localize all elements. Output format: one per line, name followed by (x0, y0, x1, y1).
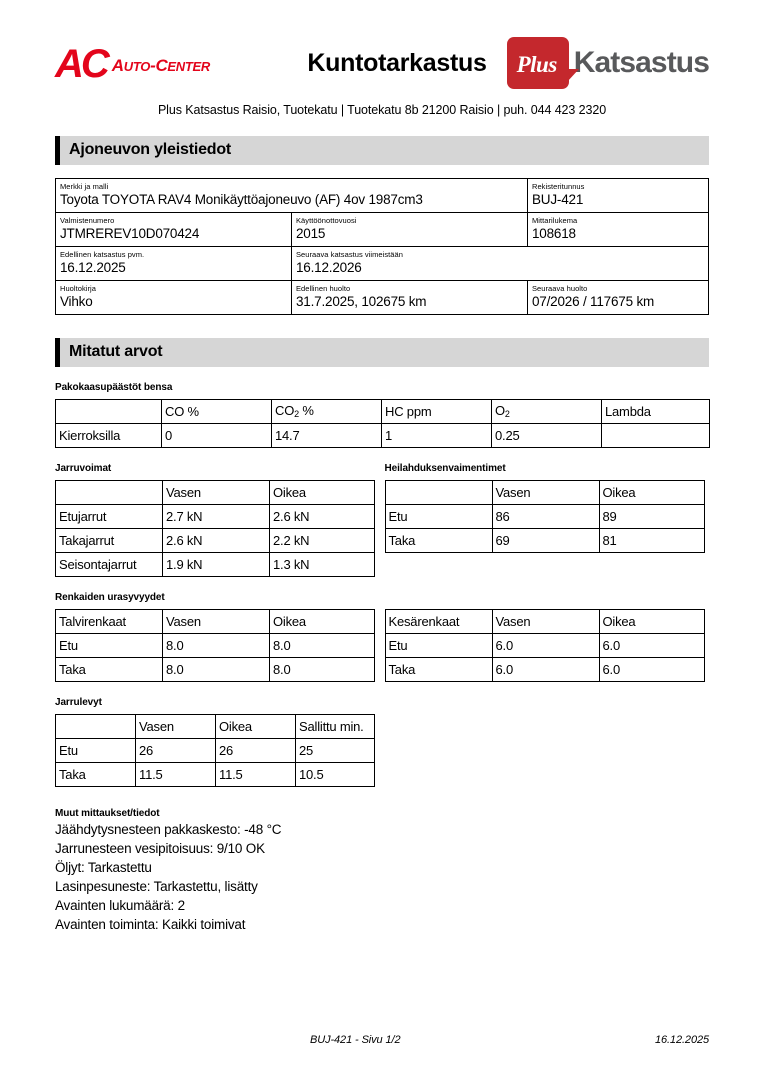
other-measurement-line: Jäähdytysnesteen pakkaskesto: -48 °C (55, 822, 282, 837)
table-header-row (56, 610, 375, 634)
other-measurement-line: Avainten lukumäärä: 2 (55, 898, 185, 913)
section-header-measured-values: Mitatut arvot (55, 338, 709, 367)
winter-tires-table (55, 609, 375, 682)
subsection-title-brake-discs: Jarrulevyt (55, 697, 102, 708)
table-cell: 8.0 (163, 634, 270, 658)
table-row (56, 553, 375, 577)
auto-center-wordmark: AUTO-CENTER (111, 56, 210, 75)
table-header-row (385, 481, 704, 505)
value-odometer: 108618 (532, 226, 576, 241)
table-header-row (56, 481, 375, 505)
column-header (56, 481, 163, 505)
label-service-book: Huoltokirja (60, 284, 96, 293)
subsection-title-shock-absorbers: Heilahduksenvaimentimet (384, 463, 506, 474)
table-cell: 25 (296, 739, 375, 763)
table-row (56, 247, 709, 281)
other-measurements-block (55, 808, 709, 934)
table-row (56, 213, 709, 247)
other-measurement-line: Öljyt: Tarkastettu (55, 860, 152, 875)
brake-discs-table (55, 714, 375, 787)
column-header: Vasen (136, 715, 216, 739)
table-cell: 8.0 (270, 658, 375, 682)
label-odometer: Mittarilukema (532, 216, 578, 225)
table-row (56, 179, 709, 213)
row-label: Etu (56, 739, 136, 763)
table-row (56, 739, 375, 763)
other-measurement-line: Lasinpesuneste: Tarkastettu, lisätty (55, 879, 258, 894)
table-cell: 2.7 kN (163, 505, 270, 529)
value-next-inspection: 16.12.2026 (296, 260, 362, 275)
label-year: Käyttöönottovuosi (296, 216, 357, 225)
row-label: Taka (385, 529, 492, 553)
cell-odometer (528, 213, 709, 247)
table-cell: 2.2 kN (270, 529, 375, 553)
label-prev-inspection: Edellinen katsastus pvm. (60, 250, 145, 259)
summer-tires-table (385, 609, 705, 682)
column-header: Oikea (599, 610, 704, 634)
table-cell: 1 (382, 424, 492, 448)
cell-vin (56, 213, 292, 247)
cell-next-service (528, 281, 709, 315)
badge-tail-icon (567, 69, 579, 82)
column-header: Vasen (163, 481, 270, 505)
row-label: Seisontajarrut (56, 553, 163, 577)
column-header: Oikea (599, 481, 704, 505)
vehicle-info-table (55, 178, 709, 315)
brake-forces-table (55, 480, 375, 577)
table-header-row (56, 715, 375, 739)
table-cell: 26 (216, 739, 296, 763)
table-cell: 89 (599, 505, 704, 529)
table-cell: 8.0 (270, 634, 375, 658)
table-header-row (56, 400, 710, 424)
value-next-service: 07/2026 / 117675 km (532, 294, 655, 309)
ac-monogram-icon: AC (55, 42, 107, 86)
row-label: Etu (385, 505, 492, 529)
row-label: Etujarrut (56, 505, 163, 529)
column-header: Talvirenkaat (56, 610, 163, 634)
column-header (385, 481, 492, 505)
table-row (56, 529, 375, 553)
cell-make-model (56, 179, 528, 213)
page-title: Kuntotarkastus (307, 48, 487, 77)
value-registration: BUJ-421 (532, 192, 584, 207)
cell-prev-inspection (56, 247, 292, 281)
table-cell: 69 (492, 529, 599, 553)
table-cell: 81 (599, 529, 704, 553)
section-header-vehicle-info: Ajoneuvon yleistiedot (55, 136, 709, 165)
table-cell (602, 424, 710, 448)
footer-page-info: BUJ-421 - Sivu 1/2 (310, 1034, 401, 1046)
value-prev-service: 31.7.2025, 102675 km (296, 294, 427, 309)
brakes-shocks-row (55, 448, 709, 577)
plus-katsastus-logo (499, 37, 709, 89)
table-cell: 86 (492, 505, 599, 529)
column-header: Vasen (492, 610, 599, 634)
table-cell: 2.6 kN (270, 505, 375, 529)
table-cell: 8.0 (163, 658, 270, 682)
column-header: Kesärenkaat (385, 610, 492, 634)
column-header (56, 715, 136, 739)
plus-badge-label: Plus (516, 51, 557, 77)
column-header: Oikea (270, 610, 375, 634)
other-measurement-line: Avainten toiminta: Kaikki toimivat (55, 917, 246, 932)
table-header-row (385, 610, 704, 634)
row-label: Taka (385, 658, 492, 682)
label-vin: Valmistenumero (60, 216, 115, 225)
column-header: Sallittu min. (296, 715, 375, 739)
subsection-title-tire-depths: Renkaiden urasyvyydet (55, 592, 165, 603)
label-make-model: Merkki ja malli (60, 182, 109, 191)
table-cell: 1.3 kN (270, 553, 375, 577)
table-row (385, 529, 704, 553)
column-header: Oikea (270, 481, 375, 505)
table-cell: 0 (162, 424, 272, 448)
table-cell: 6.0 (492, 658, 599, 682)
value-make-model: Toyota TOYOTA RAV4 Monikäyttöajoneuvo (AF) 4ov 1987cm3 (60, 192, 423, 207)
table-cell: 11.5 (136, 763, 216, 787)
table-cell: 6.0 (492, 634, 599, 658)
table-row (385, 505, 704, 529)
subsection-title-other: Muut mittaukset/tiedot (55, 808, 160, 819)
cell-next-inspection (292, 247, 709, 281)
row-label: Taka (56, 658, 163, 682)
auto-center-logo (55, 42, 295, 86)
subsection-title-emissions: Pakokaasupäästöt bensa (55, 382, 173, 393)
table-cell: 26 (136, 739, 216, 763)
table-cell: 2.6 kN (163, 529, 270, 553)
cell-registration (528, 179, 709, 213)
table-cell: 6.0 (599, 634, 704, 658)
column-header: Lambda (602, 400, 710, 424)
plus-badge-icon (507, 37, 569, 89)
label-registration: Rekisteritunnus (532, 182, 585, 191)
table-cell: 14.7 (272, 424, 382, 448)
column-header (56, 400, 162, 424)
subsection-title-brake-forces: Jarruvoimat (55, 463, 112, 474)
label-prev-service: Edellinen huolto (296, 284, 351, 293)
katsastus-wordmark: Katsastus (573, 46, 709, 79)
emissions-table (55, 399, 710, 448)
label-next-inspection: Seuraava katsastus viimeistään (296, 250, 403, 259)
table-row (56, 658, 375, 682)
column-header: Vasen (163, 610, 270, 634)
label-next-service: Seuraava huolto (532, 284, 588, 293)
other-measurements-lines (55, 820, 709, 934)
column-header: $CO_2$ % (272, 400, 382, 424)
row-label: Kierroksilla (56, 424, 162, 448)
station-contact-line: Plus Katsastus Raisio, Tuotekatu | Tuotekatu 8b 21200 Raisio | puh. 044 423 2320 (157, 103, 607, 117)
table-cell: 10.5 (296, 763, 375, 787)
row-label: Taka (56, 763, 136, 787)
value-prev-inspection: 16.12.2025 (60, 260, 126, 275)
table-row (56, 763, 375, 787)
table-row (56, 281, 709, 315)
other-measurement-line: Jarrunesteen vesipitoisuus: 9/10 OK (55, 841, 265, 856)
value-year: 2015 (296, 226, 326, 241)
table-row (56, 505, 375, 529)
table-cell: 0.25 (492, 424, 602, 448)
footer-date: 16.12.2025 (654, 1034, 709, 1046)
row-label: Takajarrut (56, 529, 163, 553)
table-cell: 11.5 (216, 763, 296, 787)
tire-depths-row (55, 609, 709, 682)
page-footer (55, 1034, 709, 1046)
cell-service-book (56, 281, 292, 315)
value-vin: JTMREREV10D070424 (60, 226, 200, 241)
table-row (56, 424, 710, 448)
table-cell: 1.9 kN (163, 553, 270, 577)
column-header: Oikea (216, 715, 296, 739)
row-label: Etu (385, 634, 492, 658)
column-header: CO % (162, 400, 272, 424)
document-header (55, 32, 709, 94)
shock-absorbers-table (385, 480, 705, 553)
cell-year (292, 213, 528, 247)
cell-prev-service (292, 281, 528, 315)
table-row (385, 658, 704, 682)
table-cell: 6.0 (599, 658, 704, 682)
table-row (56, 634, 375, 658)
column-header: $O_2$ (492, 400, 602, 424)
column-header: HC ppm (382, 400, 492, 424)
value-service-book: Vihko (60, 294, 93, 309)
table-row (385, 634, 704, 658)
row-label: Etu (56, 634, 163, 658)
column-header: Vasen (492, 481, 599, 505)
